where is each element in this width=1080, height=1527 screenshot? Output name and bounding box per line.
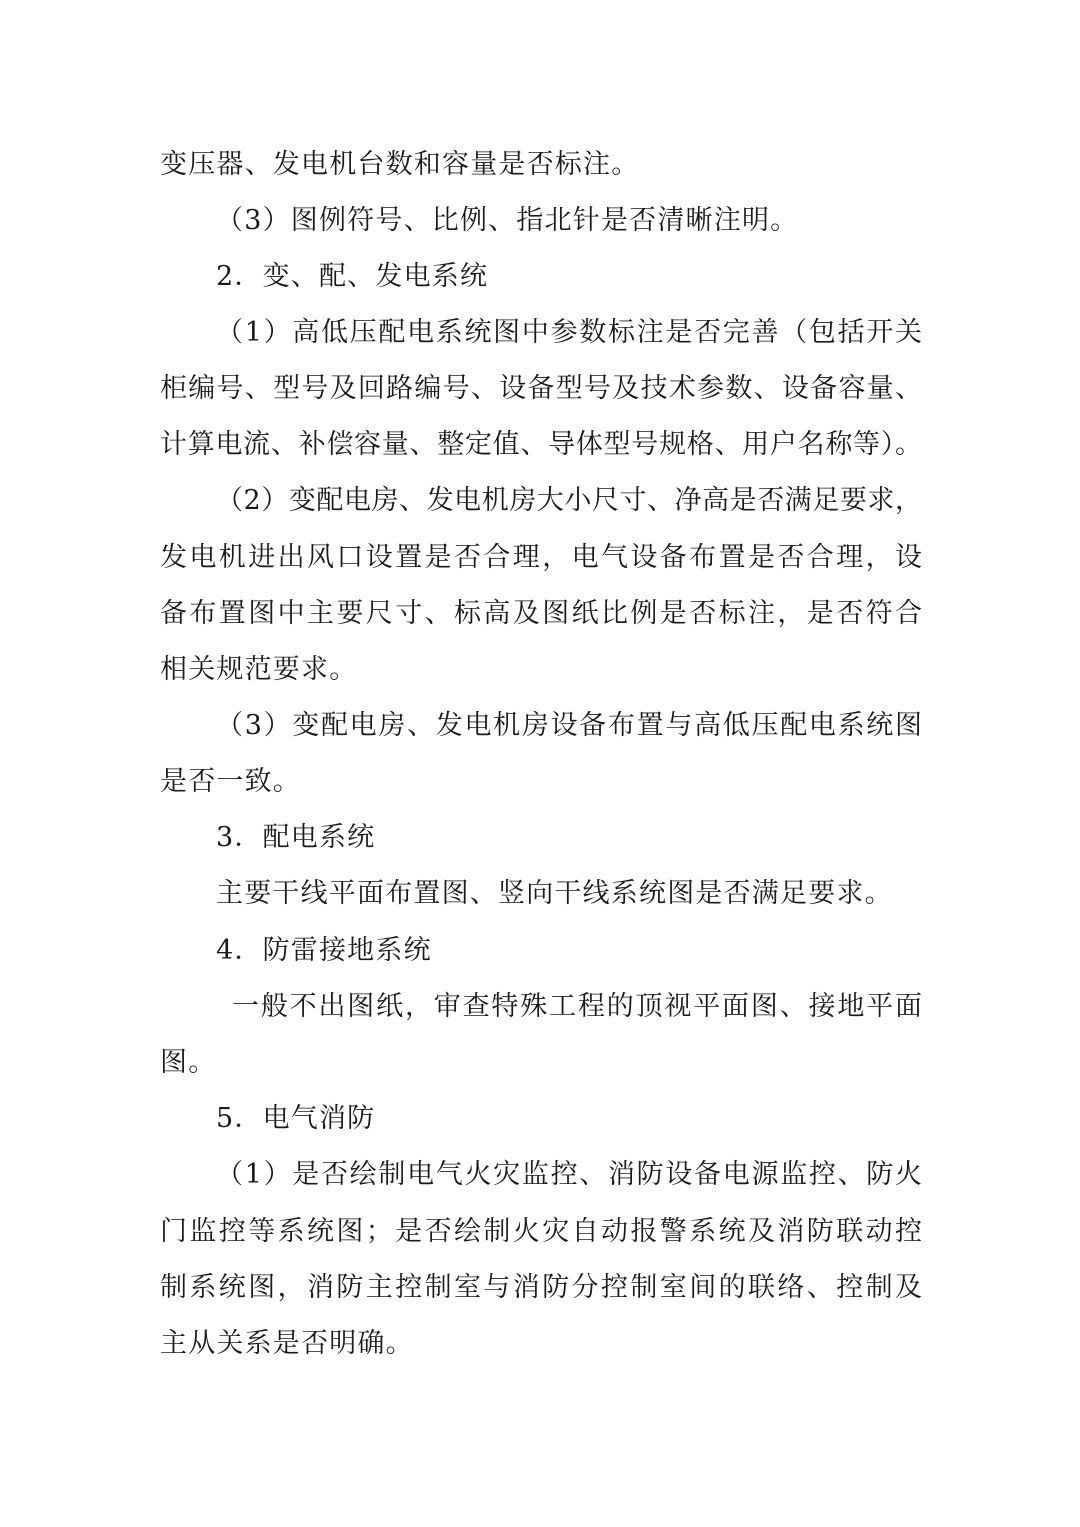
text-line: 图。 <box>160 1047 217 1078</box>
text-line: （3）变配电房、发电机房设备布置与高低压配电系统图 <box>216 710 922 741</box>
text-line: 主从关系是否明确。 <box>160 1328 414 1359</box>
section-heading: 2．变、配、发电系统 <box>216 261 489 292</box>
text-line: 门监控等系统图；是否绘制火灾自动报警系统及消防联动控 <box>160 1216 922 1247</box>
text-line: （1）是否绘制电气火灾监控、消防设备电源监控、防火 <box>216 1159 922 1190</box>
text-line: 柜编号、型号及回路编号、设备型号及技术参数、设备容量、 <box>160 373 922 404</box>
text-line: 计算电流、补偿容量、整定值、导体型号规格、用户名称等）。 <box>160 429 922 460</box>
text-line: 备布置图中主要尺寸、标高及图纸比例是否标注，是否符合 <box>160 598 922 629</box>
section-heading: 3．配电系统 <box>216 822 376 853</box>
text-line: 相关规范要求。 <box>160 654 358 685</box>
text-line: （3）图例符号、比例、指北针是否清晰注明。 <box>216 205 799 236</box>
text-line: 制系统图，消防主控制室与消防分控制室间的联络、控制及 <box>160 1272 922 1303</box>
text-line: （1）高低压配电系统图中参数标注是否完善（包括开关 <box>216 317 922 348</box>
text-line: 发电机进出风口设置是否合理，电气设备布置是否合理，设 <box>160 542 922 573</box>
text-line: 变压器、发电机台数和容量是否标注。 <box>160 149 640 180</box>
section-heading: 4．防雷接地系统 <box>216 935 432 966</box>
text-line: 一般不出图纸，审查特殊工程的顶视平面图、接地平面 <box>232 991 922 1022</box>
text-line: 主要干线平面布置图、竖向干线系统图是否满足要求。 <box>216 878 893 909</box>
text-line: 是否一致。 <box>160 766 301 797</box>
text-line: （2）变配电房、发电机房大小尺寸、净高是否满足要求， <box>216 485 922 516</box>
section-heading: 5．电气消防 <box>216 1103 376 1134</box>
